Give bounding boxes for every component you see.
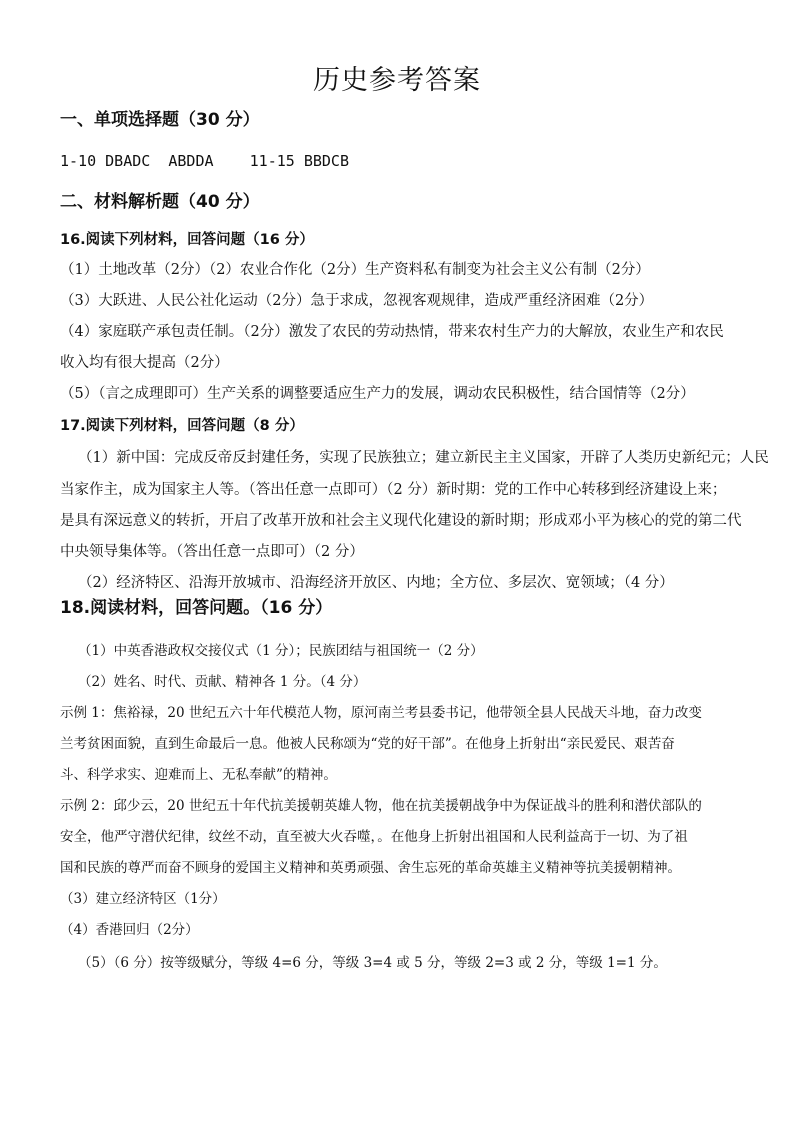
q18-line: （3）建立经济特区（1分） (60, 891, 226, 907)
q17-line: 中央领导集体等。（答出任意一点即可）（2 分） (60, 544, 364, 560)
q16-line: （3）大跃进、人民公社化运动（2分）急于求成，忽视客观规律，造成严重经济困难（2分） (60, 293, 654, 309)
q18-line: （2）姓名、时代、贡献、精神各 1 分。（4 分） (78, 674, 367, 690)
q17-heading: 17.阅读下列材料，回答问题（8 分） (60, 418, 304, 434)
section2-heading: 二、材料解析题（40 分） (60, 192, 260, 212)
q18-example2-line: 国和民族的尊严而奋不顾身的爱国主义精神和英勇顽强、舍生忘死的革命英雄主义精神等抗美援朝精神。 (60, 860, 681, 876)
q16-line: （4）家庭联产承包责任制。（2分）激发了农民的劳动热情，带来农村生产力的大解放，农业生产和农民 (60, 324, 724, 340)
q18-line: （5）（6 分）按等级赋分，等级 4=6 分，等级 3=4 或 5 分，等级 2=3 或 2 分，等级 1=1 分。 (78, 955, 667, 971)
q16-line: 收入均有很大提高（2分） (60, 355, 229, 371)
q16-heading: 16.阅读下列材料，回答问题（16 分） (60, 232, 314, 248)
section1-heading: 一、单项选择题（30 分） (60, 110, 260, 130)
page-title: 历史参考答案 (313, 65, 481, 96)
q16-line: （1）土地改革（2分）（2）农业合作化（2分）生产资料私有制变为社会主义公有制（2分） (60, 262, 650, 278)
q18-example1-line: 斗、科学求实、迎难而上、无私奉献”的精神。 (60, 767, 337, 783)
q17-line: 是具有深远意义的转折，开启了改革开放和社会主义现代化建设的新时期；形成邓小平为核心的党的第二代 (60, 513, 742, 529)
choice-answers: 1-10 DBADC ABDDA 11-15 BBDCB (60, 152, 349, 170)
q18-example2-line: 安全，他严守潜伏纪律，纹丝不动，直至被大火吞噬，。在他身上折射出祖国和人民利益高于一切、为了祖 (60, 829, 688, 845)
q18-example1-line: 示例 1：焦裕禄，20 世纪五六十年代模范人物，原河南兰考县委书记，他带领全县人民战天斗地，奋力改变 (60, 705, 702, 721)
q18-line: （4）香港回归（2分） (60, 922, 199, 938)
q18-line: （1）中英香港政权交接仪式（1 分）；民族团结与祖国统一（2 分） (78, 643, 484, 659)
q18-example2-line: 示例 2：邱少云，20 世纪五十年代抗美援朝英雄人物，他在抗美援朝战争中为保证战斗的胜利和潜伏部队的 (60, 798, 702, 814)
q17-line: （2）经济特区、沿海开放城市、沿海经济开放区、内地；全方位、多层次、宽领域；（4 分） (78, 575, 674, 591)
q17-line: （1）新中国：完成反帝反封建任务，实现了民族独立；建立新民主主义国家，开辟了人类历史新纪元；人民 (78, 450, 769, 466)
q16-line: （5）（言之成理即可）生产关系的调整要适应生产力的发展，调动农民积极性，结合国情等（2分） (60, 386, 695, 402)
q17-line: 当家作主，成为国家主人等。（答出任意一点即可）（2 分）新时期：党的工作中心转移到经济建设上来； (60, 482, 727, 498)
q18-heading: 18.阅读材料，回答问题。（16 分） (60, 598, 333, 618)
q18-example1-line: 兰考贫困面貌，直到生命最后一息。他被人民称颂为“党的好干部”。在他身上折射出“亲民爱民、艰苦奋 (60, 736, 675, 752)
